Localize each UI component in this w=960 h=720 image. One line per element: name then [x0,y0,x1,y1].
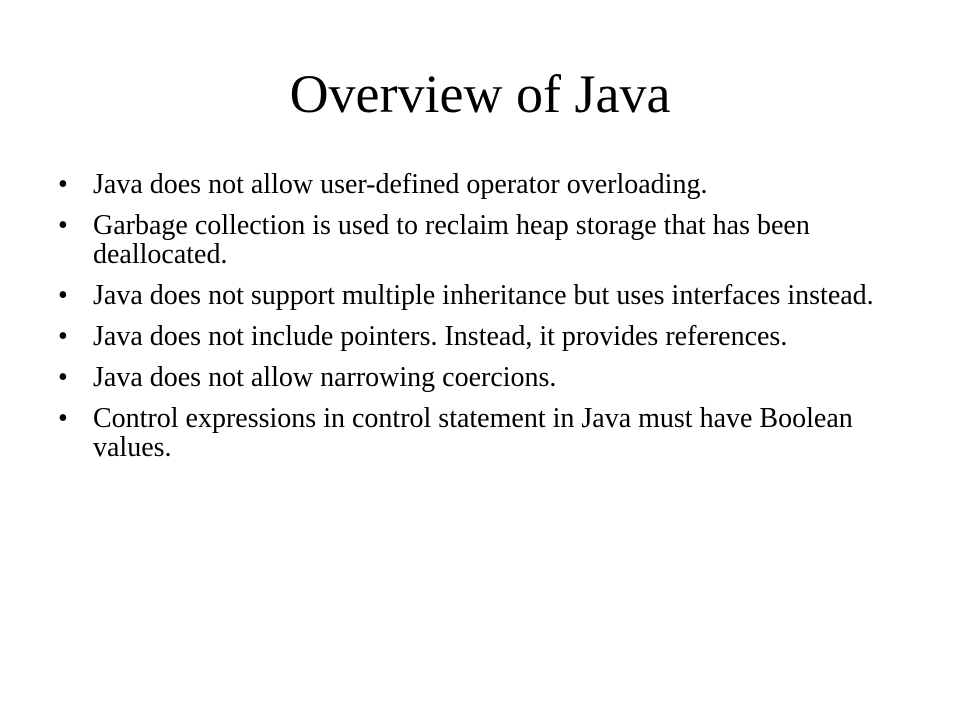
bullet-text: Java does not support multiple inheritance but uses interfaces instead. [93,280,874,311]
bullet-item [58,322,908,351]
bullet-dot-icon: • [58,321,68,352]
bullet-text: Java does not include pointers. Instead, it provides references. [93,321,788,352]
bullet-dot-icon: • [58,210,68,241]
bullet-dot-icon: • [58,169,68,200]
bullet-dot-icon: • [58,403,68,434]
bullet-text: Garbage collection is used to reclaim heap storage that has been deallocated. [93,210,810,270]
bullet-item [58,211,908,269]
bullet-item [58,170,908,199]
slide-title: Overview of Java [289,64,671,124]
bullet-text: Java does not allow narrowing coercions. [93,362,557,393]
bullet-dot-icon: • [58,280,68,311]
bullet-item [58,281,908,310]
bullet-text: Java does not allow user-defined operator overloading. [93,169,708,200]
bullet-list [58,170,908,474]
bullet-dot-icon: • [58,362,68,393]
bullet-item [58,363,908,392]
bullet-text: Control expressions in control statement in Java must have Boolean values. [93,403,853,463]
bullet-item [58,404,908,462]
